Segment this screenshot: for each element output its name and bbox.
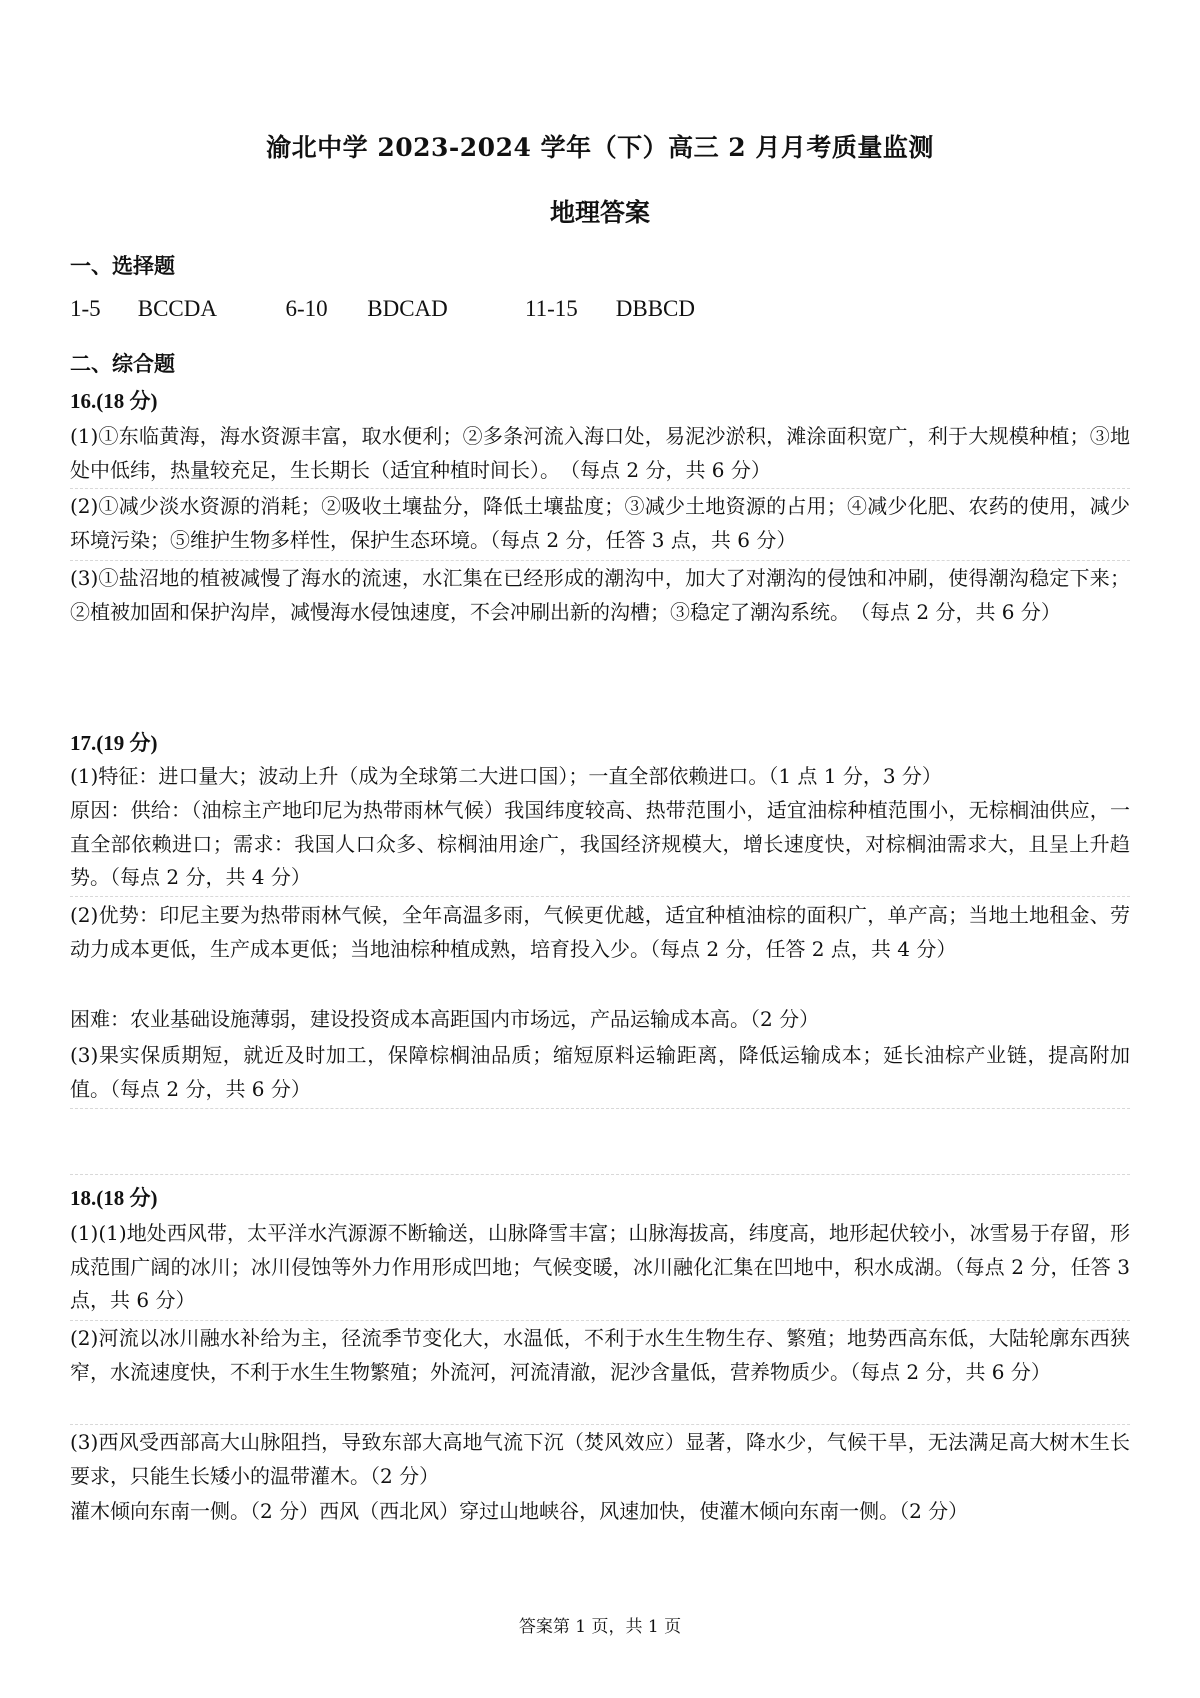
question-16-heading: 16.(18 分) <box>70 389 158 413</box>
answer-letters: BDCAD <box>367 296 448 321</box>
question-18-heading: 18.(18 分) <box>70 1186 158 1210</box>
divider <box>70 1174 1130 1175</box>
answer-letters: DBBCD <box>615 296 695 321</box>
divider <box>70 1424 1130 1425</box>
section-heading-comprehensive: 二、综合题 <box>70 351 175 376</box>
q17-answer-4: 困难：农业基础设施薄弱，建设投资成本高距国内市场远，产品运输成本高。（2 分） <box>70 1007 820 1031</box>
answer-letters: BCCDA <box>137 296 217 321</box>
choice-answers <box>70 296 695 322</box>
section-heading-choice: 一、选择题 <box>70 253 175 278</box>
page-footer: 答案第 1 页，共 1 页 <box>518 1617 682 1637</box>
q16-answer-2: (2)①减少淡水资源的消耗；②吸收土壤盐分，降低土壤盐度；③减少土地资源的占用；④减少化肥、农药的使用，减少环境污染；⑤维护生物多样性，保护生态环境。（每点 2 分，任答 3 点，共 6 分） <box>70 494 1130 552</box>
answer-range: 6-10 <box>285 296 328 321</box>
q17-answer-5: (3)果实保质期短，就近及时加工，保障棕榈油品质；缩短原料运输距离，降低运输成本；延长油棕产业链，提高附加值。（每点 2 分，共 6 分） <box>70 1043 1130 1101</box>
q17-answer-1: (1)特征：进口量大；波动上升（成为全球第二大进口国）；一直全部依赖进口。（1 点 1 分，3 分） <box>70 764 942 788</box>
q16-answer-1: (1)①东临黄海，海水资源丰富，取水便利；②多条河流入海口处，易泥沙淤积，滩涂面积宽广，利于大规模种植；③地处中低纬，热量较充足，生长期长（适宜种植时间长）。 （每点 2 分，共 6 分） <box>70 424 1130 482</box>
q16-answer-3: (3)①盐沼地的植被减慢了海水的流速，水汇集在已经形成的潮沟中，加大了对潮沟的侵蚀和冲刷，使得潮沟稳定下来；②植被加固和保护沟岸，减慢海水侵蚀速度，不会冲刷出新的沟槽；③稳定了潮沟系统。 （每点 2 分，共 6 分） <box>70 566 1130 624</box>
q18-answer-3: (3)西风受西部高大山脉阻挡，导致东部大高地气流下沉（焚风效应）显著，降水少，气候干旱，无法满足高大树木生长要求，只能生长矮小的温带灌木。（2 分） <box>70 1430 1130 1488</box>
divider <box>70 560 1130 561</box>
question-17-heading: 17.(19 分) <box>70 731 158 755</box>
q18-answer-1: (1)(1)地处西风带，太平洋水汽源源不断输送，山脉降雪丰富；山脉海拔高，纬度高，地形起伏较小，冰雪易于存留，形成范围广阔的冰川；冰川侵蚀等外力作用形成凹地；气候变暖，冰川融化汇集在凹地中，积水成湖。（每点 2 分，任答 3 点，共 6 分） <box>70 1221 1130 1312</box>
divider <box>70 488 1130 489</box>
divider <box>70 1108 1130 1109</box>
answer-range: 1-5 <box>70 296 101 321</box>
answer-range: 11-15 <box>525 296 578 321</box>
q18-answer-2: (2)河流以冰川融水补给为主，径流季节变化大，水温低，不利于水生生物生存、繁殖；地势西高东低，大陆轮廓东西狭窄，水流速度快，不利于水生生物繁殖；外流河，河流清澈，泥沙含量低，营养物质少。（每点 2 分，共 6 分） <box>70 1326 1130 1384</box>
page-title: 渝北中学 2023-2024 学年（下）高三 2 月月考质量监测 <box>266 133 934 162</box>
divider <box>70 1320 1130 1321</box>
q18-answer-4: 灌木倾向东南一侧。（2 分）西风（西北风）穿过山地峡谷，风速加快，使灌木倾向东南一侧。（2 分） <box>70 1499 969 1523</box>
q17-answer-3: (2)优势：印尼主要为热带雨林气候，全年高温多雨，气候更优越，适宜种植油棕的面积广，单产高；当地土地租金、劳动力成本更低，生产成本更低；当地油棕种植成熟，培育投入少。（每点 2 分，任答 2 点，共 4 分） <box>70 903 1130 961</box>
divider <box>70 896 1130 897</box>
q17-answer-2: 原因：供给：（油棕主产地印尼为热带雨林气候）我国纬度较高、热带范围小，适宜油棕种植范围小，无棕榈油供应，一直全部依赖进口；需求：我国人口众多、棕榈油用途广，我国经济规模大，增长速度快，对棕榈油需求大，且呈上升趋势。（每点 2 分，共 4 分） <box>70 798 1130 889</box>
page-subtitle: 地理答案 <box>549 198 650 227</box>
